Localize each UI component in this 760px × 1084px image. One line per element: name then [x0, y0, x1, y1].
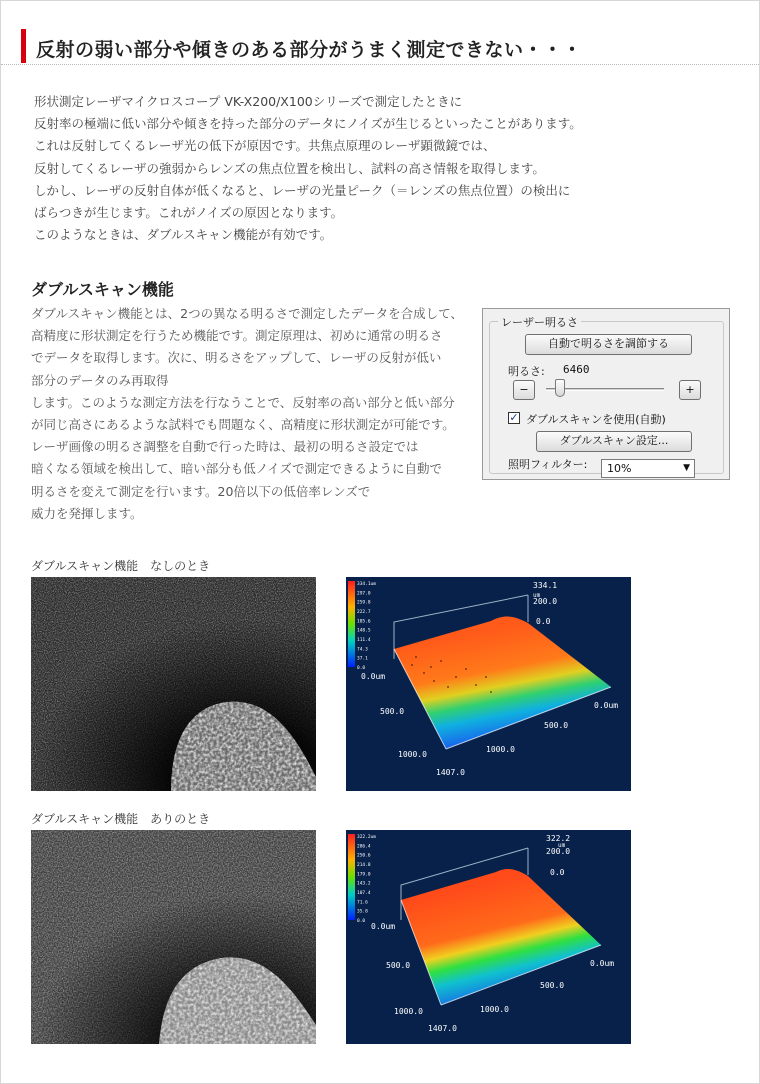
colorbar-tick-label: 0.0 [357, 666, 366, 671]
plot-unit: um [533, 592, 541, 599]
intro-line: しかし、レーザの反射自体が低くなると、レーザの光量ピーク（＝レンズの焦点位置）の検出に [34, 182, 571, 198]
brightness-increase-button[interactable]: + [679, 380, 701, 400]
chevron-down-icon: ▼ [683, 463, 690, 473]
page-title: 反射の弱い部分や傾きのある部分がうまく測定できない・・・ [36, 39, 583, 61]
plot-left-zero: 0.0um [361, 672, 386, 681]
figure-caption-with: ダブルスキャン機能 ありのとき [31, 812, 211, 826]
plot-corner: 1407.0 [436, 768, 465, 777]
description-line: 明るさを変えて測定を行います。20倍以下の低倍率レンズで [31, 483, 371, 499]
colorbar-tick-label: 179.0 [357, 872, 371, 878]
colorbar [348, 834, 355, 920]
height-map-without [346, 577, 631, 791]
group-title: レーザー明るさ [498, 314, 581, 330]
plot-z-top: 200.0 [533, 597, 558, 606]
description-line: ダブルスキャン機能とは、2つの異なる明るさで測定したデータを合成して、 [31, 306, 463, 321]
plot-y-mid: 500.0 [386, 961, 411, 970]
brightness-label: 明るさ: [508, 365, 545, 378]
description-line: でデータを取得します。次に、明るさをアップして、レーザの反射が低い [31, 350, 442, 366]
laser-image-without [31, 577, 316, 791]
plot-x-end: 1000.0 [486, 745, 515, 754]
header-accent-bar [21, 29, 26, 63]
intro-line: このようなときは、ダブルスキャン機能が有効です。 [34, 227, 333, 243]
brightness-value: 6460 [563, 363, 590, 376]
illumination-filter-select[interactable] [601, 459, 695, 478]
description-line: レーザ画像の明るさ調整を自動で行った時は、最初の明るさ設定では [31, 439, 419, 455]
plot-right-zero: 0.0um [594, 701, 619, 710]
colorbar-tick-label: 148.5 [357, 628, 371, 634]
auto-brightness-button[interactable]: 自動で明るさを調節する [525, 334, 692, 355]
page-header [21, 29, 741, 63]
plot-right-zero: 0.0um [590, 959, 615, 968]
colorbar-tick-label: 250.6 [357, 853, 371, 859]
description-line: 部分のデータのみ再取得 [31, 372, 169, 388]
description-line: 威力を発揮します。 [31, 505, 143, 521]
colorbar-tick-label: 259.8 [357, 600, 371, 606]
colorbar-tick-label: 143.2 [357, 881, 371, 887]
header-divider [1, 64, 760, 65]
plot-corner: 1407.0 [428, 1024, 457, 1033]
section-description [31, 303, 476, 525]
plot-x-mid: 500.0 [544, 721, 569, 730]
plot-left-zero: 0.0um [371, 922, 396, 931]
colorbar-tick-label: 111.4 [357, 638, 371, 643]
figure-caption-without: ダブルスキャン機能 なしのとき [31, 559, 211, 573]
plot-y-end: 1000.0 [394, 1007, 423, 1016]
plot-x-mid: 500.0 [540, 981, 565, 990]
colorbar-tick-label: 322.2um [357, 835, 376, 840]
colorbar-tick-label: 0.0 [357, 919, 366, 924]
plot-x-end: 1000.0 [480, 1005, 509, 1014]
laser-image-with [31, 830, 316, 1044]
colorbar-tick-label: 185.6 [357, 619, 371, 625]
height-map-with [346, 830, 631, 1044]
colorbar-tick-label: 334.1um [357, 582, 376, 587]
illumination-filter-value: 10% [607, 462, 632, 475]
intro-line: これは反射してくるレーザ光の低下が原因です。共焦点原理のレーザ顕微鏡では、 [34, 138, 496, 154]
illumination-filter-label: 照明フィルター: [508, 458, 588, 471]
colorbar [348, 581, 355, 667]
plot-y-mid: 500.0 [380, 707, 405, 716]
description-line: 暗くなる領域を検出して、暗い部分も低ノイズで測定できるように自動で [31, 461, 443, 477]
brightness-slider-thumb[interactable] [555, 379, 565, 397]
description-line: が同じ高さにあるような試料でも問題なく、高精度に形状測定が可能です。 [31, 417, 455, 433]
plot-z-top: 200.0 [546, 847, 571, 856]
double-scan-checkbox-label[interactable]: ダブルスキャンを使用(自動) [526, 413, 666, 426]
colorbar-tick-label: 74.3 [357, 647, 368, 653]
colorbar-tick-label: 71.6 [357, 900, 368, 906]
plot-unit: um [558, 842, 566, 849]
intro-text [34, 91, 734, 246]
intro-line: 形状測定レーザマイクロスコープ VK-X200/X100シリーズで測定したときに [34, 94, 463, 109]
description-line: します。このような測定方法を行なうことで、反射率の高い部分と低い部分 [31, 394, 455, 410]
colorbar-tick-label: 107.4 [357, 891, 371, 896]
intro-line: 反射率の極端に低い部分や傾きを持った部分のデータにノイズが生じるといったことがあります。 [34, 116, 582, 132]
colorbar-tick-label: 297.0 [357, 591, 371, 597]
double-scan-settings-button[interactable]: ダブルスキャン設定... [536, 431, 692, 452]
colorbar-tick-label: 37.1 [357, 656, 368, 662]
colorbar-tick-label: 286.4 [357, 844, 371, 850]
section-title: ダブルスキャン機能 [31, 280, 174, 299]
double-scan-checkbox[interactable]: ✓ [509, 411, 519, 424]
plot-z-zero: 0.0 [536, 617, 551, 626]
colorbar-tick-label: 35.8 [357, 909, 368, 915]
laser-brightness-panel [482, 308, 730, 480]
plot-max-label: 322.2 [546, 834, 571, 843]
laser-brightness-group [489, 316, 724, 475]
intro-line: 反射してくるレーザの強弱からレンズの焦点位置を検出し、試料の高さ情報を取得します。 [34, 160, 545, 176]
plot-y-end: 1000.0 [398, 750, 427, 759]
colorbar-tick-label: 214.8 [357, 863, 371, 868]
intro-line: ばらつきが生じます。これがノイズの原因となります。 [34, 205, 344, 221]
description-line: 高精度に形状測定を行うため機能です。測定原理は、初めに通常の明るさ [31, 328, 443, 344]
plot-z-zero: 0.0 [550, 868, 565, 877]
colorbar-tick-label: 222.7 [357, 610, 371, 615]
brightness-decrease-button[interactable]: − [513, 380, 535, 400]
plot-max-label: 334.1 [533, 581, 558, 590]
